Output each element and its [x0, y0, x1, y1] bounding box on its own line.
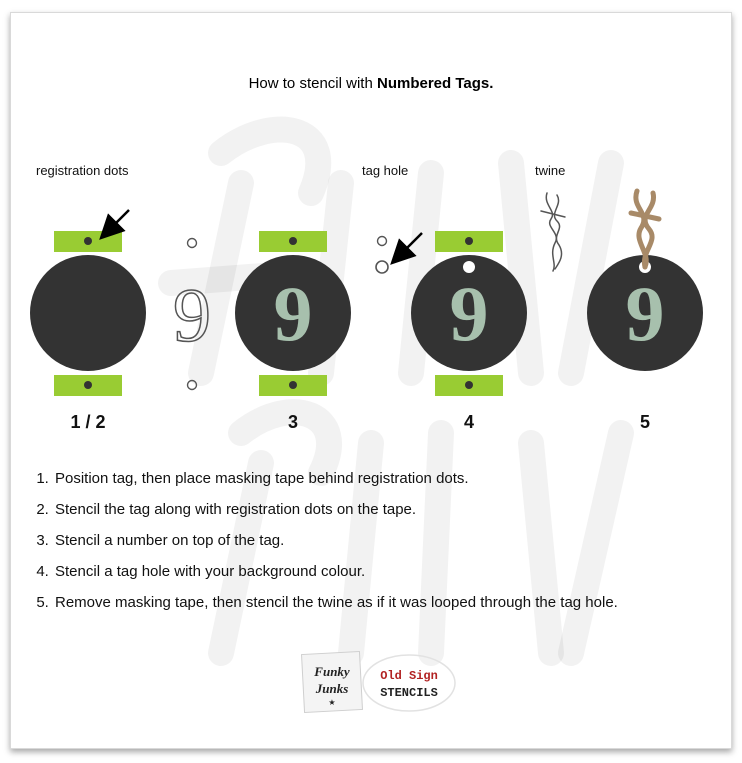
step-number-1-2: 1 / 2	[70, 412, 106, 432]
step-number-5: 5	[639, 412, 650, 432]
twine	[631, 191, 659, 267]
funky-junks-logo	[302, 652, 363, 713]
registration-hole	[188, 239, 197, 248]
tag-number: 9	[449, 270, 489, 357]
tag-number: 9	[273, 270, 313, 357]
arrow-icon	[108, 210, 129, 231]
title-bold: Numbered Tags.	[376, 75, 494, 92]
list-item: 1. Position tag, then place masking tape behind registration dots.	[53, 468, 618, 490]
tag-hole-stencil	[376, 233, 422, 273]
list-item: 5. Remove masking tape, then stencil the twine as if it was looped through the tag hole.	[53, 592, 618, 614]
old-sign-stencils-logo	[363, 655, 455, 711]
registration-dot	[289, 381, 297, 389]
svg-text:Junks: Junks	[315, 681, 349, 696]
list-item: 4. Stencil a tag hole with your background colour.	[53, 561, 618, 583]
svg-text:Funky: Funky	[314, 664, 350, 679]
registration-dot	[465, 237, 473, 245]
step-number-4: 4	[463, 412, 474, 432]
registration-hole	[188, 381, 197, 390]
steps-list	[31, 468, 618, 623]
tag-hole-label: tag hole	[362, 163, 409, 178]
twine-label: twine	[535, 163, 566, 178]
list-item: 2. Stencil the tag along with registration dots on the tape.	[53, 499, 618, 521]
title-prefix: How to stencil with	[248, 75, 377, 92]
step-4-tag	[411, 231, 527, 396]
registration-dot	[289, 237, 297, 245]
watermark-text: Funky Junk	[347, 385, 395, 396]
number-9-outline: 9	[173, 274, 211, 358]
svg-text:STENCILS: STENCILS	[380, 686, 438, 700]
svg-text:★: ★	[328, 698, 336, 707]
step-number-3: 3	[287, 412, 298, 432]
number-stencil	[173, 239, 211, 390]
registration-hole	[378, 237, 387, 246]
tag-circle	[30, 255, 146, 371]
registration-dots-label: registration dots	[36, 163, 129, 178]
brand-logos	[301, 647, 461, 717]
arrow-icon	[399, 233, 422, 256]
tag-number: 9	[625, 270, 665, 357]
registration-dot	[465, 381, 473, 389]
registration-dot	[84, 237, 92, 245]
svg-text:Old Sign: Old Sign	[380, 669, 438, 683]
instruction-card	[10, 12, 732, 749]
step-1-2-tag	[30, 210, 146, 396]
registration-dot	[84, 381, 92, 389]
twine-stencil	[541, 193, 565, 271]
stencil-diagram	[11, 13, 731, 748]
list-item: 3. Stencil a number on top of the tag.	[53, 530, 618, 552]
step-3-tag	[235, 231, 351, 396]
hole-outline	[376, 261, 388, 273]
step-5-tag	[587, 191, 703, 371]
